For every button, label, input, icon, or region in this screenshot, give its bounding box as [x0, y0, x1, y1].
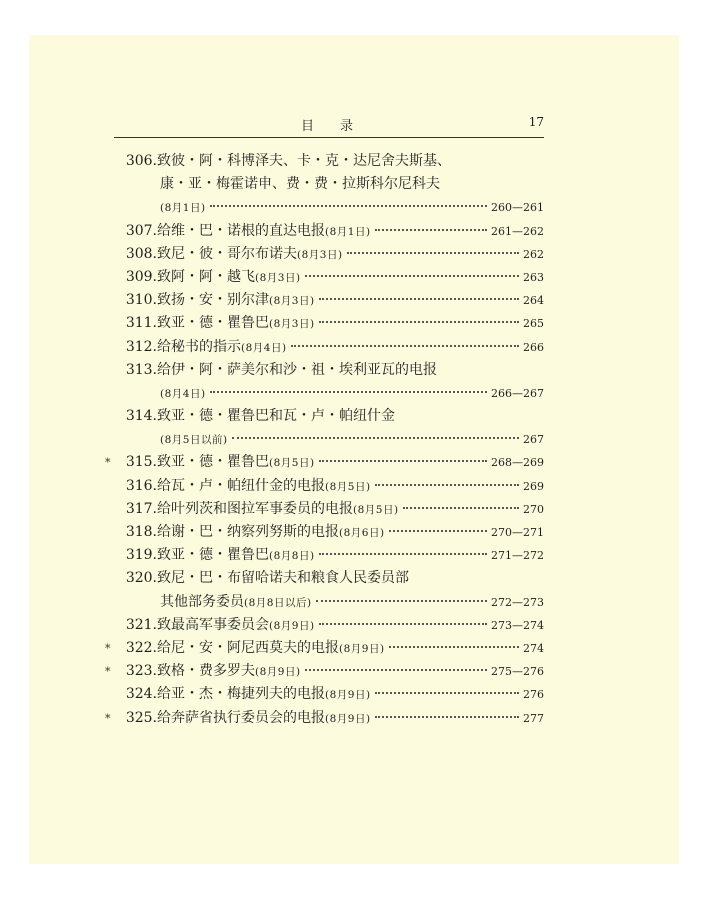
header-title: 目录: [301, 119, 380, 134]
entry-date: (8月5日以前): [160, 434, 228, 447]
dot-leader: [347, 252, 519, 254]
entry-title: 其他部务委员: [160, 593, 244, 610]
entry-page-number: 268—269: [491, 456, 544, 470]
entry-title: 给瓦・卢・帕纽什金的电报: [157, 477, 325, 494]
asterisk-mark: *: [105, 665, 111, 679]
asterisk-mark: *: [105, 711, 111, 725]
toc-entry-line: [112, 312, 544, 335]
entry-title: 给谢・巴・纳察列努斯的电报: [157, 524, 339, 540]
toc-entry-line: [105, 660, 544, 683]
toc-entry-line: [112, 544, 544, 567]
entry-date: (8月8日以后): [244, 596, 312, 609]
entry-page-number: 261—262: [491, 224, 544, 238]
entry-date: (8月4日): [160, 387, 206, 400]
dot-leader: [375, 229, 487, 231]
entry-date: (8月3日): [269, 318, 315, 331]
toc-entry-line: [112, 683, 544, 706]
entry-date: (8月3日): [255, 271, 301, 284]
toc-entry-line: [112, 405, 544, 428]
toc-entry-line: [112, 591, 544, 614]
toc-entry-line: [112, 150, 544, 173]
entry-date: (8月4日): [241, 341, 287, 354]
entry-number: 324.: [125, 686, 157, 703]
entry-number: 316.: [125, 477, 157, 494]
entry-title: 致阿・阿・越飞: [157, 268, 255, 285]
toc-entry-line: [105, 637, 544, 660]
entry-page-number: 272—273: [491, 595, 544, 609]
entry-title: 致亚・德・瞿鲁巴: [157, 454, 269, 471]
entry-number: 321.: [125, 616, 157, 633]
dot-leader: [375, 716, 519, 718]
entry-date: (8月6日): [339, 527, 385, 539]
toc-entry-line: [112, 173, 544, 196]
toc-entry-line: [112, 428, 544, 451]
toc-entry-line: [112, 289, 544, 312]
entry-number: 313.: [125, 361, 157, 378]
entry-date: (8月9日): [325, 689, 371, 702]
dot-leader: [210, 205, 487, 207]
entry-title: 给伊・阿・萨美尔和沙・祖・埃利亚瓦的电报: [157, 361, 437, 378]
toc-entry-line: [112, 359, 544, 382]
entry-number: 311.: [125, 315, 157, 332]
entry-number: 315.: [125, 454, 157, 471]
dot-leader: [389, 646, 519, 648]
entry-date: (8月5日): [325, 480, 371, 493]
entry-number: 323.: [125, 663, 157, 680]
entry-date: (8月3日): [297, 248, 343, 261]
entry-page-number: 263: [523, 270, 544, 284]
entry-page-number: 270: [523, 502, 544, 516]
toc-entry-line: [105, 451, 544, 474]
entry-title: 致格・费多罗夫: [157, 663, 255, 680]
toc-entry-line: [112, 567, 544, 590]
entry-date: (8月8日): [269, 550, 315, 563]
dot-leader: [375, 484, 519, 486]
entry-page-number: 266—267: [491, 386, 544, 400]
entry-page-number: 277: [523, 711, 544, 725]
toc-entry-line: [112, 382, 544, 405]
entry-title: 致亚・德・瞿鲁巴和瓦・卢・帕纽什金: [157, 408, 395, 425]
entry-date: (8月3日): [269, 295, 315, 308]
entry-number: 306.: [125, 153, 157, 169]
entry-number: 320.: [125, 570, 157, 587]
toc-entry-line: [112, 243, 544, 266]
entry-title: 康・亚・梅霍诺申、费・费・拉斯科尔尼科夫: [160, 176, 440, 193]
entry-number: 309.: [125, 268, 157, 285]
dot-leader: [389, 530, 487, 532]
dot-leader: [316, 600, 487, 602]
asterisk-mark: *: [105, 456, 111, 470]
entry-title: 给秘书的指示: [157, 338, 241, 355]
entry-number: 322.: [125, 639, 157, 656]
entry-page-number: 274: [523, 641, 544, 655]
dot-leader: [319, 553, 487, 555]
toc-entry-line: [112, 521, 544, 544]
entry-title: 给尼・安・阿尼西莫夫的电报: [157, 639, 339, 656]
entry-page-number: 262: [523, 247, 544, 261]
dot-leader: [232, 437, 519, 439]
entry-number: 310.: [125, 292, 157, 309]
entry-number: 307.: [125, 222, 157, 239]
entry-page-number: 264: [523, 294, 544, 308]
entry-number: 325.: [125, 709, 157, 726]
toc-entry-line: [112, 475, 544, 498]
dot-leader: [403, 507, 519, 509]
entry-page-number: 275—276: [491, 665, 544, 679]
toc-entry-line: [112, 498, 544, 521]
entry-title: 致最高军事委员会: [157, 616, 269, 633]
entry-date: (8月9日): [255, 666, 301, 679]
entry-title: 给叶列茨和图拉军事委员的电报: [157, 500, 353, 517]
entry-date: (8月9日): [269, 619, 315, 632]
entry-number: 319.: [125, 547, 157, 564]
header-page-number: 17: [528, 115, 544, 129]
entry-title: 给奔萨省执行委员会的电报: [157, 709, 325, 726]
entry-number: 318.: [125, 524, 157, 540]
entry-number: 314.: [125, 408, 157, 425]
dot-leader: [319, 623, 487, 625]
entry-page-number: 270—271: [491, 526, 544, 539]
toc-entry-line: [112, 266, 544, 289]
entry-number: 317.: [125, 500, 157, 517]
dot-leader: [319, 460, 487, 462]
dot-leader: [319, 321, 519, 323]
running-header: [114, 113, 544, 138]
entry-page-number: 276: [523, 688, 544, 702]
dot-leader: [210, 391, 487, 393]
entry-date: (8月9日): [325, 712, 371, 725]
table-of-contents: [105, 150, 544, 730]
dot-leader: [375, 692, 519, 694]
entry-title: 致尼・巴・布留哈诺夫和粮食人民委员部: [157, 570, 409, 587]
entry-number: 308.: [125, 245, 157, 262]
dot-leader: [319, 298, 519, 300]
entry-page-number: 273—274: [491, 618, 544, 632]
toc-entry-line: [112, 220, 544, 243]
entry-date: (8月1日): [325, 225, 371, 238]
entry-title: 致尼・彼・哥尔布诺夫: [157, 245, 297, 262]
entry-date: (8月9日): [339, 642, 385, 655]
entry-date: (8月5日): [353, 503, 399, 516]
entry-number: 312.: [125, 338, 157, 355]
toc-entry-line: [112, 196, 544, 219]
entry-page-number: 260—261: [491, 201, 544, 215]
dot-leader: [291, 345, 519, 347]
entry-page-number: 266: [523, 340, 544, 354]
dot-leader: [305, 669, 487, 671]
entry-date: (8月1日): [160, 202, 206, 215]
dot-leader: [305, 275, 519, 277]
entry-title: 致亚・德・瞿鲁巴: [157, 547, 269, 564]
entry-title: 给维・巴・诺根的直达电报: [157, 222, 325, 239]
entry-page-number: 265: [523, 317, 544, 331]
entry-title: 致扬・安・别尔津: [157, 292, 269, 309]
entry-title: 致彼・阿・科博泽夫、卡・克・达尼舍夫斯基、: [157, 153, 451, 169]
asterisk-mark: *: [105, 641, 111, 655]
entry-title: 致亚・德・瞿鲁巴: [157, 315, 269, 332]
entry-page-number: 269: [523, 479, 544, 493]
toc-entry-line: [112, 614, 544, 637]
entry-date: (8月5日): [269, 457, 315, 470]
toc-entry-line: [112, 336, 544, 359]
entry-page-number: 267: [523, 433, 544, 447]
entry-page-number: 271—272: [491, 549, 544, 563]
entry-title: 给亚・杰・梅捷列夫的电报: [157, 686, 325, 703]
toc-entry-line: [105, 707, 544, 730]
